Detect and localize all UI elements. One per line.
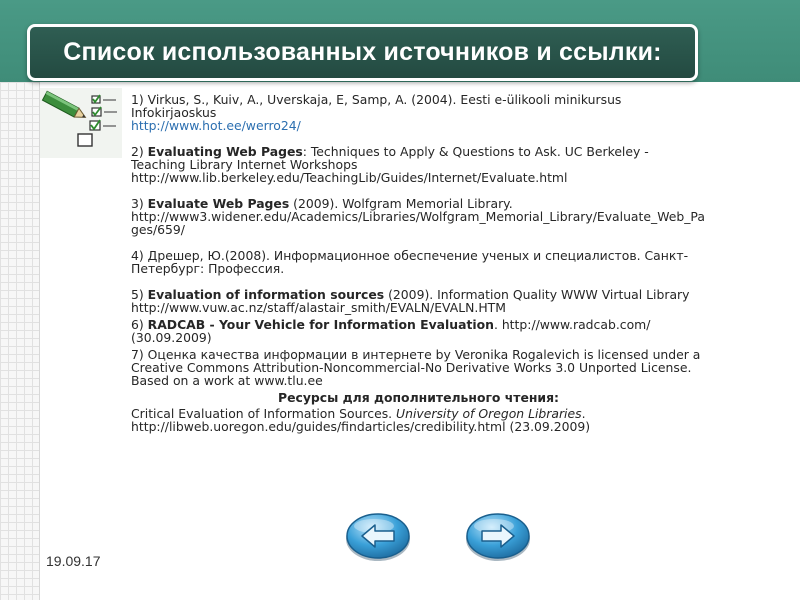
reference-3: [131, 197, 706, 236]
reference-text: Оценка качества информации в интернете by Veronika Rogalevich is licensed under a Creative Commons Attribution-Noncommercial-No Derivative Works 3.0 Unported License.: [131, 347, 701, 375]
next-slide-button[interactable]: [464, 512, 532, 562]
reference-title: Evaluating Web Pages: [147, 144, 303, 159]
reference-number: 2): [131, 144, 148, 159]
left-grid-margin: [0, 82, 40, 600]
reference-number: 5): [131, 287, 148, 302]
resource-publisher: University of Oregon Libraries: [396, 406, 582, 421]
reference-number: 7): [131, 347, 148, 362]
reference-title: RADCAB - Your Vehicle for Information Evaluation: [147, 317, 494, 332]
reference-1: [131, 93, 706, 132]
reference-link[interactable]: http://www.vuw.ac.nz/staff/alastair_smith/EVALN/EVALN.HTM: [131, 300, 506, 315]
checklist-image: [40, 88, 122, 158]
resource-punct: .: [581, 406, 586, 421]
reference-2: [131, 145, 706, 184]
slide-date: 19.09.17: [46, 553, 101, 569]
slide-title: Список использованных источников и ссылки:: [63, 38, 662, 66]
reference-number: 6): [131, 317, 148, 332]
reference-number: 3): [131, 196, 148, 211]
reference-link[interactable]: http://www.lib.berkeley.edu/TeachingLib/Guides/Internet/Evaluate.html: [131, 170, 568, 185]
reference-text: . http://www.radcab.com/ (30.09.2009): [131, 317, 651, 345]
resource-link[interactable]: http://libweb.uoregon.edu/guides/findarticles/credibility.html (23.09.2009): [131, 419, 591, 434]
references-list: [131, 93, 706, 433]
reference-number: 1): [131, 92, 148, 107]
reference-link[interactable]: http://www.hot.ee/werro24/: [131, 118, 301, 133]
reference-4: [131, 249, 706, 275]
resource-item: [131, 407, 706, 433]
reference-7: [131, 348, 706, 387]
reference-text: : Techniques to Apply & Questions to Ask. UC Berkeley - Teaching Library Internet Workshops: [131, 144, 649, 172]
reference-5: [131, 288, 706, 314]
reference-link[interactable]: http://www3.widener.edu/Academics/Libraries/Wolfgram_Memorial_Library/Evaluate_Web_Pages/659/: [131, 209, 705, 237]
resource-text: Critical Evaluation of Information Sources.: [131, 406, 397, 421]
reference-title: Evaluation of information sources: [147, 287, 385, 302]
reference-extra: Based on a work at www.tlu.ee: [131, 373, 323, 388]
reference-text: Virkus, S., Kuiv, A., Uverskaja, E, Samp, A. (2004). Eesti e-ülikooli minikursus Infokirjaoskus: [131, 92, 622, 120]
reference-text: (2009). Information Quality WWW Virtual Library: [384, 287, 690, 302]
previous-slide-button[interactable]: [344, 512, 412, 562]
reference-6: [131, 318, 706, 344]
reference-number: 4): [131, 248, 148, 263]
title-box: [27, 24, 698, 81]
resources-heading: Ресурсы для дополнительного чтения:: [277, 390, 560, 405]
arrow-left-icon: [344, 512, 412, 562]
reference-text: (2009). Wolfgram Memorial Library.: [289, 196, 513, 211]
reference-text: Дрешер, Ю.(2008). Информационное обеспечение ученых и специалистов. Санкт-Петербург: Профессия.: [131, 248, 689, 276]
arrow-right-icon: [464, 512, 532, 562]
checklist-icon: [40, 88, 122, 158]
reference-title: Evaluate Web Pages: [147, 196, 290, 211]
